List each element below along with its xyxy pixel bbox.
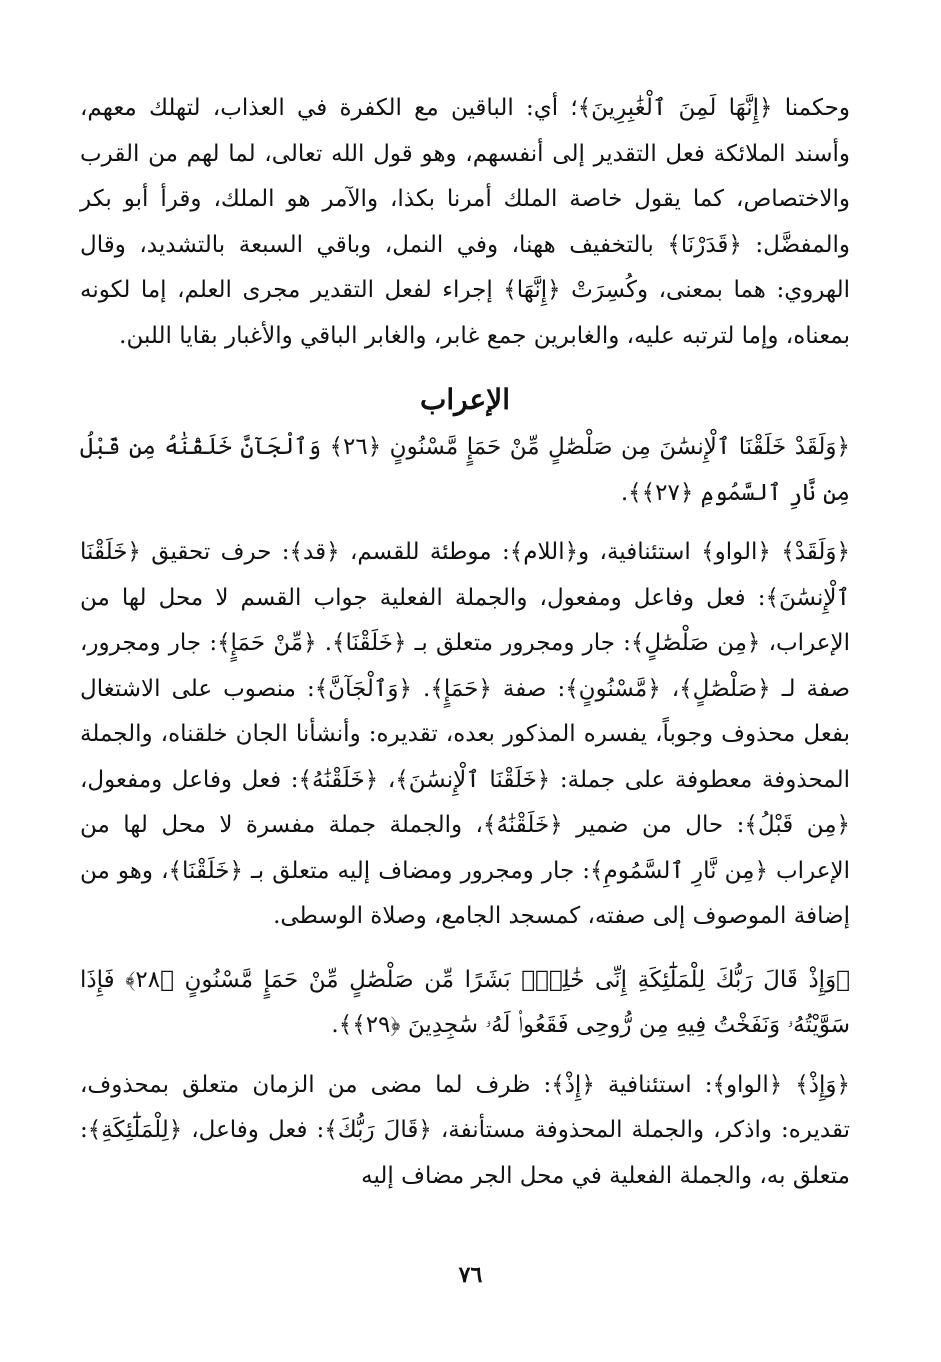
page-content <box>80 86 850 1199</box>
paragraph-analysis-2: ﴿وَإِذْ﴾ ﴿الواو﴾: استئنافية ﴿إِذْ﴾: ظرف لما مضى من الزمان متعلق بمحذوف، تقديره: واذكر، والجملة المحذوفة مستأنفة، ﴿قَالَ رَبُّكَ﴾: فعل وفاعل، ﴿لِلْمَلَٰٓئِكَةِ﴾: متعلق به، والجملة الفعلية في محل الجر مضاف إليه <box>80 1071 850 1189</box>
page-number: ٧٦ <box>458 1262 483 1288</box>
verse-block-2: ﴿وَإِذْ قَالَ رَبُّكَ لِلْمَلَٰٓئِكَةِ إِنِّى خَٰلِقٌۢ بَشَرًا مِّن صَلْصَٰلٍ مِّنْ حَمَإٍ مَّسْنُونٍ ﴿٢٨﴾ فَإِذَا سَوَّيْتُهُۥ وَنَفَخْتُ فِيهِ مِن رُّوحِى فَقَعُوا۟ لَهُۥ سَٰجِدِينَ ﴿٢٩﴾﴾. <box>80 966 850 1038</box>
verse-block-1: ﴿وَلَقَدْ خَلَقْنَا ٱلْإِنسَٰنَ مِن صَلْصَٰلٍ مِّنْ حَمَإٍ مَّسْنُونٍ ﴿٢٦﴾ وَٱلْجَآنَّ خَلَقْنَٰهُ مِن قَبْلُ مِن نَّارِ ٱلسَّمُومِ ﴿٢٧﴾﴾. <box>80 434 850 506</box>
paragraph-analysis-1: ﴿وَلَقَدْ﴾ ﴿الواو﴾ استئنافية، و﴿اللام﴾: موطئة للقسم، ﴿قد﴾: حرف تحقيق ﴿خَلَقْنَا ٱلْإِنسَٰنَ﴾: فعل وفاعل ومفعول، والجملة الفعلية جواب القسم لا محل لها من الإعراب، ﴿مِن صَلْصَٰلٍ﴾: جار ومجرور متعلق بـ ﴿خَلَقْنَا﴾. ﴿مِّنْ حَمَإٍ﴾: جار ومجرور، صفة لـ ﴿صَلْصَٰلٍ﴾، ﴿مَّسْنُونٍ﴾: صفة ﴿حَمَإٍ﴾. ﴿وَٱلْجَآنَّ﴾: منصوب على الاشتغال بفعل محذوف وجوباً، يفسره المذكور بعده، تقديره: وأنشأنا الجان خلقناه، والجملة المحذوفة معطوفة على جملة: ﴿خَلَقْنَا ٱلْإِنسَٰنَ﴾، ﴿خَلَقْنَٰهُ﴾: فعل وفاعل ومفعول، ﴿مِن قَبْلُ﴾: حال من ضمير ﴿خَلَقْنَٰهُ﴾، والجملة جملة مفسرة لا محل لها من الإعراب ﴿مِن نَّارِ ٱلسَّمُومِ﴾: جار ومجرور ومضاف إليه متعلق بـ ﴿خَلَقْنَا﴾، وهو من إضافة الموصوف إلى صفته، كمسجد الجامع، وصلاة الوسطى. <box>80 539 850 929</box>
section-heading: الإعراب <box>419 383 511 416</box>
paragraph-intro: وحكمنا ﴿إِنَّهَا لَمِنَ ٱلْغَٰبِرِينَ﴾؛ أي: الباقين مع الكفرة في العذاب، لتهلك معهم، وأسند الملائكة فعل التقدير إلى أنفسهم، وهو قول الله تعالى، لما لهم من القرب والاختصاص، كما يقول خاصة الملك أمرنا بكذا، والآمر هو الملك، وقرأ أبو بكر والمفضَّل: ﴿قَدَرْنَا﴾ بالتخفيف ههنا، وفي النمل، وباقي السبعة بالتشديد، وقال الهروي: هما بمعنى، وكُسِرَتْ ﴿إِنَّهَا﴾ إجراء لفعل التقدير مجرى العلم، إما لكونه بمعناه، وإما لترتبه عليه، والغابرين جمع غابر، والغابر الباقي والأغبار بقايا اللبن. <box>80 95 850 349</box>
